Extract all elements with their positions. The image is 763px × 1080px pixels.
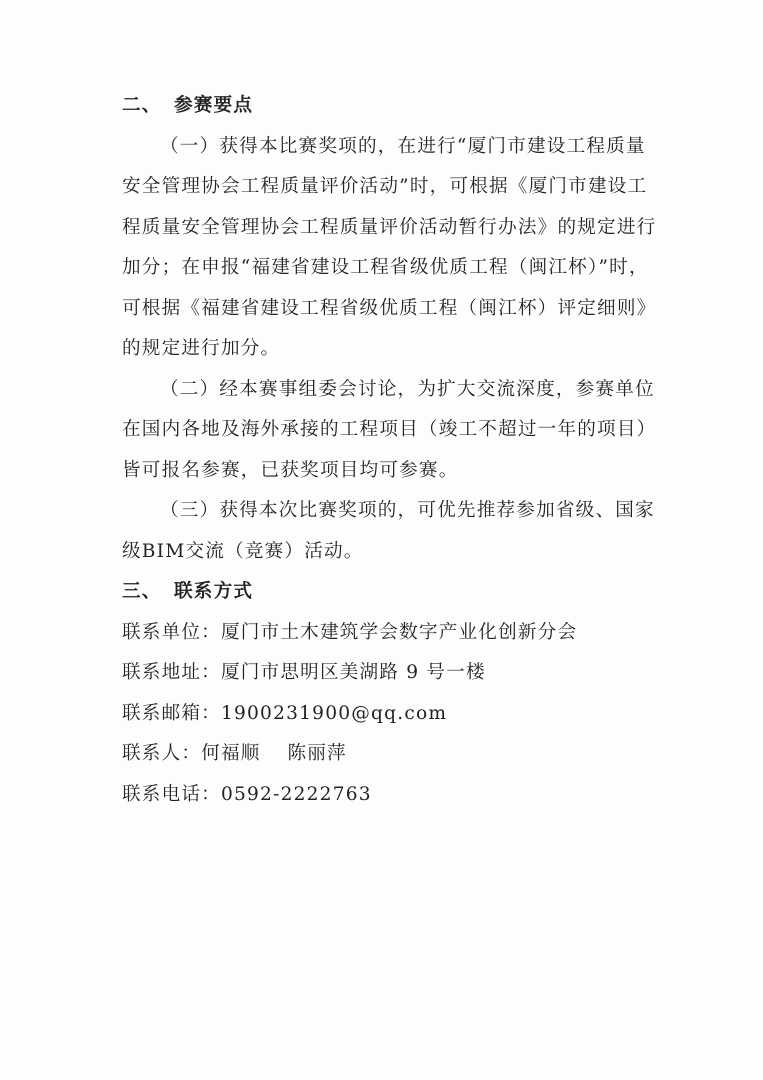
paragraph-line: 在国内各地及海外承接的工程项目（竣工不超过一年的项目） — [122, 419, 657, 440]
paragraph-line: 可根据《福建省建设工程省级优质工程（闽江杯）评定细则》 — [122, 298, 657, 319]
paragraph-line: 的规定进行加分。 — [122, 338, 281, 359]
contact-phone: 联系电话：0592-2222763 — [122, 784, 372, 805]
paragraph-line: 安全管理协会工程质量评价活动”时，可根据《厦门市建设工 — [122, 176, 648, 197]
paragraph-line: （二）经本赛事组委会讨论，为扩大交流深度，参赛单位 — [160, 379, 655, 400]
paragraph-line: 皆可报名参赛，已获奖项目均可参赛。 — [122, 460, 459, 481]
contact-person: 联系人：何福顺 陈丽萍 — [122, 743, 347, 764]
contact-unit: 联系单位：厦门市土木建筑学会数字产业化创新分会 — [122, 622, 578, 643]
section-number: 三、 — [122, 581, 162, 602]
section-title: 参赛要点 — [174, 95, 254, 116]
contact-address: 联系地址：厦门市思明区美湖路 9 号一楼 — [122, 662, 486, 683]
paragraph-line: 程质量安全管理协会工程质量评价活动暂行办法》的规定进行 — [122, 217, 657, 238]
contact-email: 联系邮箱：1900231900@qq.com — [122, 703, 448, 724]
section-heading-participation — [122, 94, 253, 118]
section-heading-contact — [122, 580, 253, 604]
section-number: 二、 — [122, 95, 162, 116]
section-title: 联系方式 — [174, 581, 254, 602]
paragraph-line: 级BIM交流（竞赛）活动。 — [122, 541, 364, 562]
paragraph-line: （一）获得本比赛奖项的，在进行“厦门市建设工程质量 — [160, 136, 646, 157]
paragraph-line: （三）获得本次比赛奖项的，可优先推荐参加省级、国家 — [160, 500, 655, 521]
paragraph-line: 加分；在申报“福建省建设工程省级优质工程（闽江杯）”时， — [122, 257, 649, 278]
